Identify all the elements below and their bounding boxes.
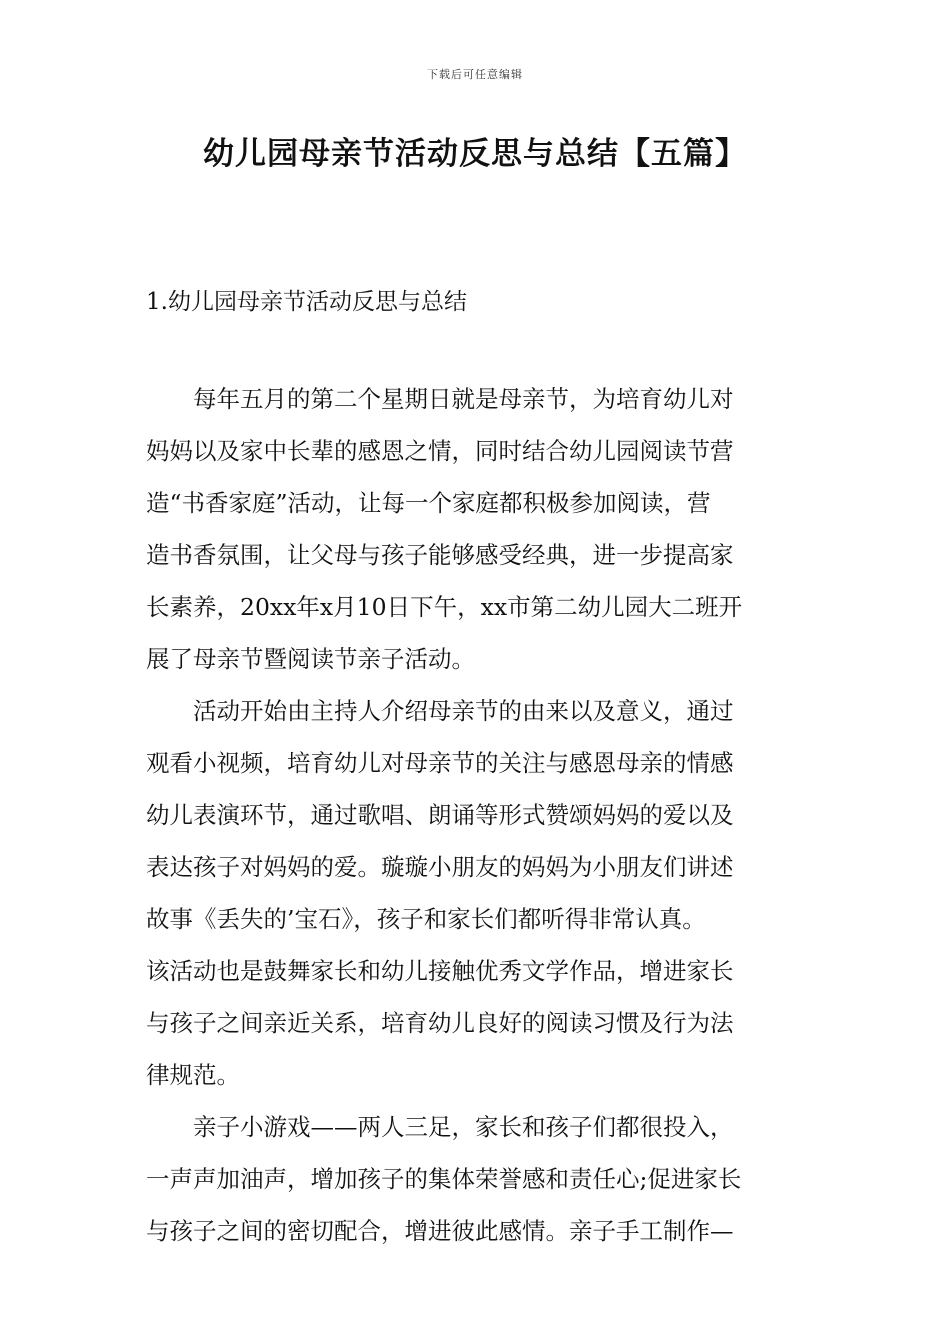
text-line: 妈妈以及家中长辈的感恩之情，同时结合幼儿园阅读节营 xyxy=(146,437,734,465)
text-line: 造书香氛围，让父母与孩子能够感受经典，进一步提高家 xyxy=(146,541,734,569)
text-line: 长素养，20xx年x月10日下午，xx市第二幼儿园大二班开 xyxy=(146,593,743,621)
body-text xyxy=(146,378,806,1262)
text-line: 展了母亲节暨阅读节亲子活动。 xyxy=(146,645,475,673)
text-line: 该活动也是鼓舞家长和幼儿接触优秀文学作品，增进家长 xyxy=(146,957,734,985)
text-line: 幼儿表演环节，通过歌唱、朗诵等形式赞颂妈妈的爱以及 xyxy=(146,801,734,829)
text-line: 故事《丢失的’宝石》，孩子和家长们都听得非常认真。 xyxy=(146,905,706,933)
text-line: 造“书香家庭”活动，让每一个家庭都积极参加阅读，营 xyxy=(146,489,711,517)
document-title: 幼儿园母亲节活动反思与总结【五篇】 xyxy=(203,136,747,172)
text-line: 一声声加油声，增加孩子的集体荣誉感和责任心;促进家长 xyxy=(146,1165,742,1193)
text-line: 律规范。 xyxy=(146,1061,240,1089)
text-line: 活动开始由主持人介绍母亲节的由来以及意义，通过 xyxy=(146,697,734,725)
text-line: 每年五月的第二个星期日就是母亲节，为培育幼儿对 xyxy=(146,385,734,413)
text-line: 表达孩子对妈妈的爱。璇璇小朋友的妈妈为小朋友们讲述 xyxy=(146,853,734,881)
header-note: 下载后可任意编辑 xyxy=(427,68,523,81)
text-line: 亲子小游戏——两人三足，家长和孩子们都很投入， xyxy=(146,1113,734,1141)
text-line: 与孩子之间亲近关系，培育幼儿良好的阅读习惯及行为法 xyxy=(146,1009,734,1037)
section-heading: 1.幼儿园母亲节活动反思与总结 xyxy=(146,289,467,315)
text-line: 与孩子之间的密切配合，增进彼此感情。亲子手工制作— xyxy=(146,1217,734,1245)
text-line: 观看小视频，培育幼儿对母亲节的关注与感恩母亲的情感 xyxy=(146,749,734,777)
